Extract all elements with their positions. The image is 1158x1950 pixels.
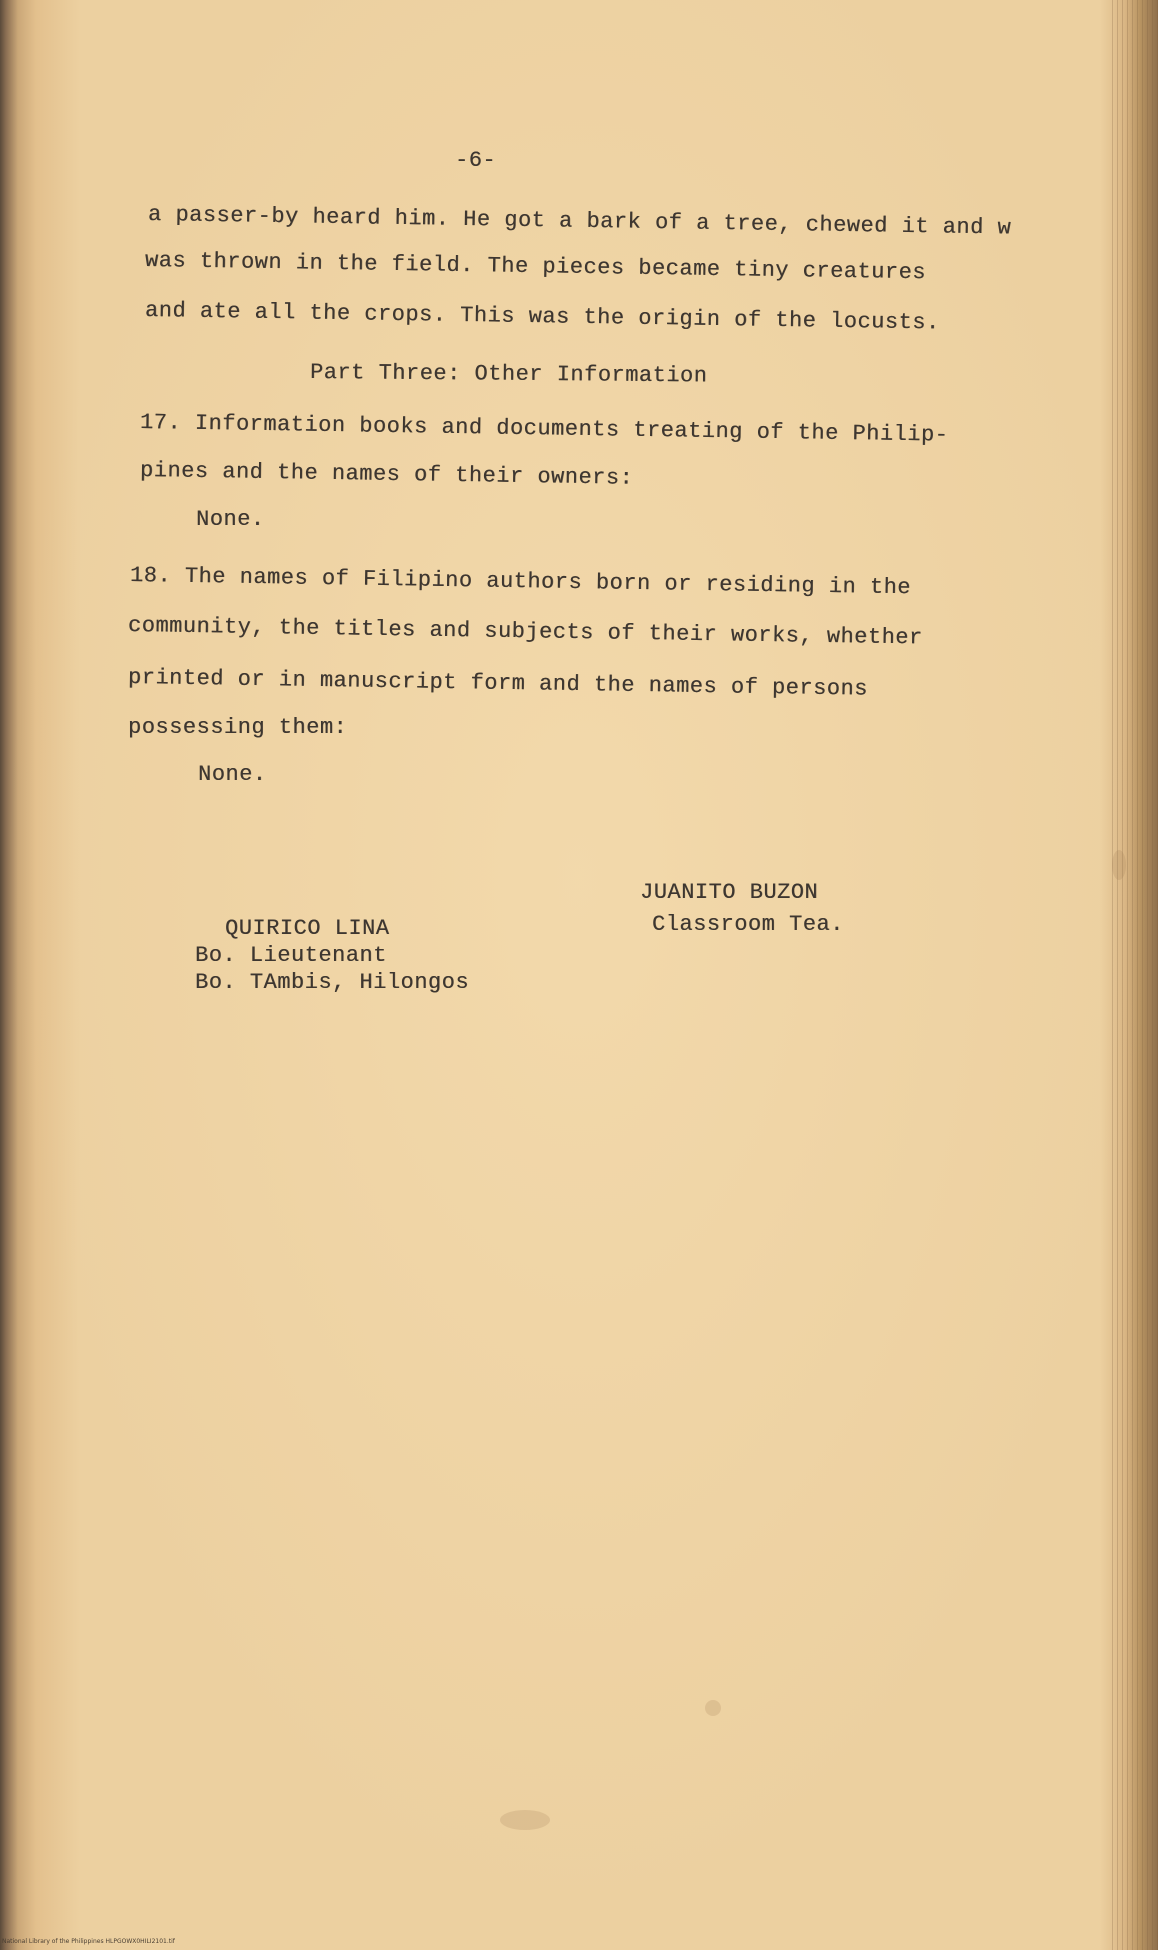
section-heading: Part Three: Other Information	[309, 360, 708, 389]
item-18-line: 18. The names of Filipino authors born or residing in the	[129, 563, 912, 601]
signature-left-name: QUIRICO LINA	[225, 916, 390, 941]
body-line: was thrown in the field. The pieces became tiny creatures	[144, 248, 927, 286]
page-number: -6-	[455, 148, 497, 173]
item-18-line: possessing them:	[128, 715, 348, 740]
item-18-line: printed or in manuscript form and the names of persons	[127, 665, 869, 702]
page-edge-texture	[1112, 0, 1158, 1950]
item-18-line: community, the titles and subjects of their works, whether	[127, 613, 923, 651]
body-line: and ate all the crops. This was the origin of the locusts.	[144, 298, 940, 336]
item-17-line: pines and the names of their owners:	[139, 458, 634, 491]
item-18-answer: None.	[198, 762, 267, 787]
item-17-line: 17. Information books and documents treating of the Philip-	[139, 410, 949, 448]
signature-left-place: Bo. TAmbis, Hilongos	[195, 970, 470, 995]
body-line: a passer-by heard him. He got a bark of a tree, chewed it and w	[147, 202, 1012, 241]
signature-right-name: JUANITO BUZON	[640, 880, 819, 905]
paper-stain	[500, 1810, 550, 1830]
signature-right-title: Classroom Tea.	[652, 912, 844, 937]
item-17-answer: None.	[196, 507, 265, 532]
signature-left-title: Bo. Lieutenant	[195, 943, 387, 968]
paper-stain	[1112, 850, 1126, 880]
archive-footer: National Library of the Philippines HLPGOWX0HILI2101.tif	[2, 1938, 175, 1945]
paper-stain	[705, 1700, 721, 1716]
